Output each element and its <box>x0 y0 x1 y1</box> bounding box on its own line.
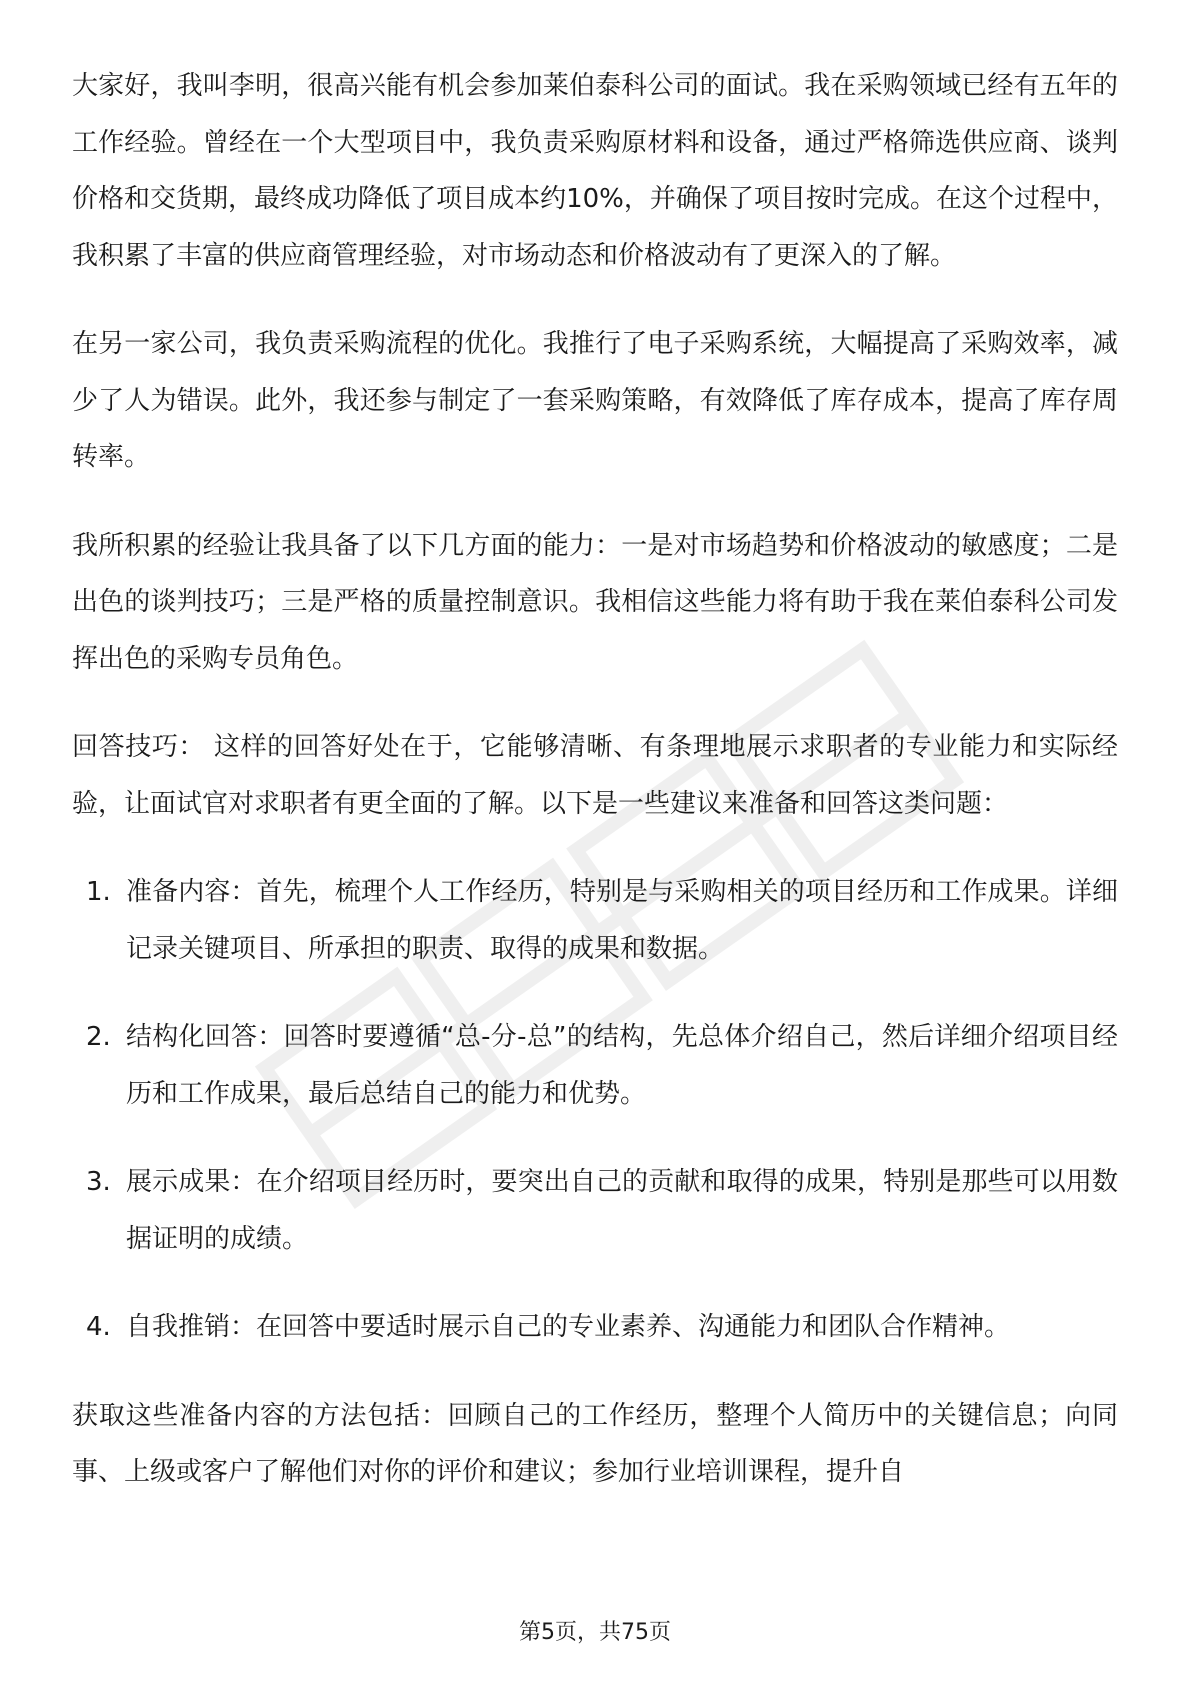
list-number: 2. <box>86 1022 111 1052</box>
page-footer <box>0 1618 1190 1648</box>
list-number: 3. <box>86 1167 111 1197</box>
list-item-text: 展示成果：在介绍项目经历时，要突出自己的贡献和取得的成果，特别是那些可以用数据证明的成绩。 <box>126 1167 1118 1254</box>
paragraph-abilities: 我所积累的经验让我具备了以下几方面的能力：一是对市场趋势和价格波动的敏感度；二是出色的谈判技巧；三是严格的质量控制意识。我相信这些能力将有助于我在莱伯泰科公司发挥出色的采购专员角色。 <box>72 530 1118 674</box>
list-item-text: 自我推销：在回答中要适时展示自己的专业素养、沟通能力和团队合作精神。 <box>126 1312 1011 1342</box>
watermark-text: 职汇宝用品 <box>630 930 635 931</box>
list-number: 1. <box>86 877 111 907</box>
list-item <box>72 1299 1118 1356</box>
list-number: 4. <box>86 1312 111 1342</box>
paragraph-process-optimization: 在另一家公司，我负责采购流程的优化。我推行了电子采购系统，大幅提高了采购效率，减少了人为错误。此外，我还参与制定了一套采购策略，有效降低了库存成本，提高了库存周转率。 <box>72 329 1118 472</box>
paragraph-answer-tips: 回答技巧： 这样的回答好处在于，它能够清晰、有条理地展示求职者的专业能力和实际经验，让面试官对求职者有更全面的了解。以下是一些建议来准备和回答这类问题： <box>72 732 1118 819</box>
document-body <box>72 58 1118 1533</box>
list-item <box>72 1154 1118 1267</box>
list-item-text: 准备内容：首先，梳理个人工作经历，特别是与采购相关的项目经历和工作成果。详细记录关键项目、所承担的职责、取得的成果和数据。 <box>126 877 1118 964</box>
page-number-label: 第5页，共75页 <box>519 1620 671 1645</box>
list-item-text: 结构化回答：回答时要遵循“总-分-总”的结构，先总体介绍自己，然后详细介绍项目经历和工作成果，最后总结自己的能力和优势。 <box>126 1022 1118 1109</box>
list-item <box>72 1009 1118 1122</box>
paragraph-intro: 大家好，我叫李明，很高兴能有机会参加莱伯泰科公司的面试。我在采购领域已经有五年的工作经验。曾经在一个大型项目中，我负责采购原材料和设备，通过严格筛选供应商、谈判价格和交货期，最终成功降低了项目成本约10%，并确保了项目按时完成。在这个过程中，我积累了丰富的供应商管理经验，对市场动态和价格波动有了更深入的了解。 <box>72 71 1118 271</box>
list-item <box>72 864 1118 977</box>
paragraph-preparation-methods: 获取这些准备内容的方法包括：回顾自己的工作经历，整理个人简历中的关键信息；向同事、上级或客户了解他们对你的评价和建议；参加行业培训课程，提升自 <box>72 1400 1118 1487</box>
tips-list <box>72 864 1118 1356</box>
